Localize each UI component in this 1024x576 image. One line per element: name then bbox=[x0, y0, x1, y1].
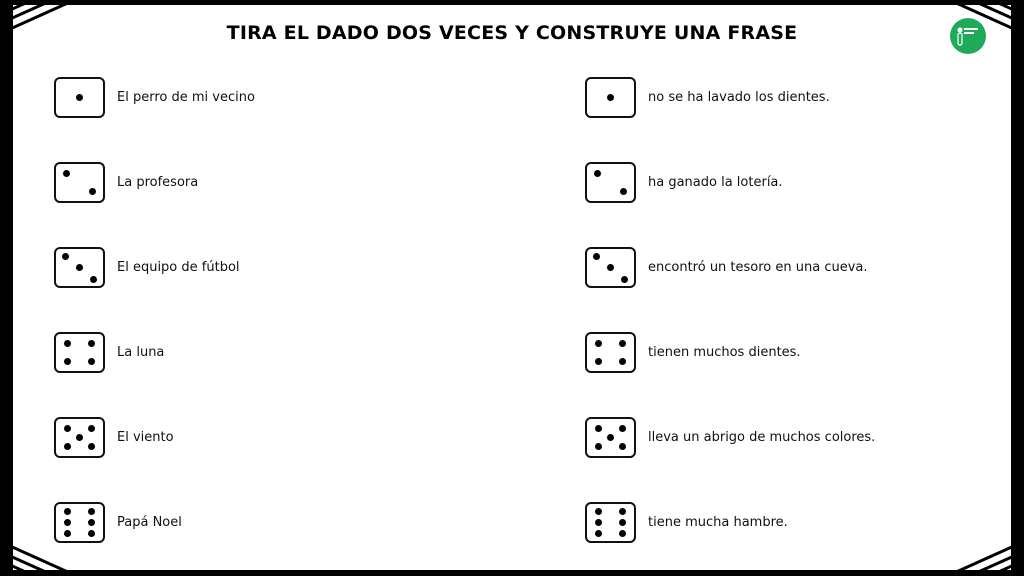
phrase-text: La luna bbox=[117, 345, 165, 360]
pip-dot bbox=[607, 264, 614, 271]
predicate-row bbox=[585, 502, 788, 543]
predicate-row bbox=[585, 77, 830, 118]
corner-stripes-icon bbox=[944, 543, 1014, 573]
phrase-text: tiene mucha hambre. bbox=[648, 515, 788, 530]
pip-dot bbox=[88, 425, 95, 432]
subject-row bbox=[54, 162, 198, 203]
die-face-4-icon bbox=[585, 332, 636, 373]
pip-dot bbox=[620, 188, 627, 195]
pip-dot bbox=[64, 508, 71, 515]
corner-stripes-icon bbox=[10, 543, 80, 573]
die-face-5-icon bbox=[585, 417, 636, 458]
pip-dot bbox=[607, 434, 614, 441]
subject-row bbox=[54, 417, 174, 458]
pip-dot bbox=[64, 358, 71, 365]
pip-dot bbox=[619, 530, 626, 537]
phrase-text: La profesora bbox=[117, 175, 199, 190]
phrase-text: El equipo de fútbol bbox=[117, 260, 240, 275]
die-face-6-icon bbox=[585, 502, 636, 543]
pip-dot bbox=[619, 443, 626, 450]
subject-row bbox=[54, 77, 255, 118]
pip-dot bbox=[90, 276, 97, 283]
brand-logo-icon bbox=[950, 18, 986, 54]
pip-dot bbox=[619, 425, 626, 432]
predicate-row bbox=[585, 162, 783, 203]
subject-row bbox=[54, 247, 240, 288]
die-face-3-icon bbox=[585, 247, 636, 288]
pip-dot bbox=[76, 434, 83, 441]
predicate-row bbox=[585, 332, 801, 373]
phrase-text: no se ha lavado los dientes. bbox=[648, 90, 830, 105]
pip-dot bbox=[88, 358, 95, 365]
frame-right-border bbox=[1011, 0, 1024, 576]
page-title: TIRA EL DADO DOS VECES Y CONSTRUYE UNA FRASE bbox=[226, 22, 798, 44]
pip-dot bbox=[88, 508, 95, 515]
pip-dot bbox=[594, 170, 601, 177]
phrase-text: El viento bbox=[117, 430, 174, 445]
subject-row bbox=[54, 332, 164, 373]
predicate-row bbox=[585, 417, 875, 458]
die-face-4-icon bbox=[54, 332, 105, 373]
frame-bottom-border bbox=[0, 570, 1024, 576]
pip-dot bbox=[595, 519, 602, 526]
pip-dot bbox=[619, 340, 626, 347]
pip-dot bbox=[595, 508, 602, 515]
pip-dot bbox=[88, 443, 95, 450]
phrase-text: lleva un abrigo de muchos colores. bbox=[648, 430, 876, 445]
pip-dot bbox=[63, 170, 70, 177]
pip-dot bbox=[619, 519, 626, 526]
die-face-1-icon bbox=[54, 77, 105, 118]
die-face-2-icon bbox=[585, 162, 636, 203]
pip-dot bbox=[593, 253, 600, 260]
pip-dot bbox=[76, 94, 83, 101]
pip-dot bbox=[64, 530, 71, 537]
pip-dot bbox=[88, 340, 95, 347]
phrase-text: Papá Noel bbox=[117, 515, 182, 530]
phrase-text: tienen muchos dientes. bbox=[648, 345, 801, 360]
pip-dot bbox=[64, 340, 71, 347]
pip-dot bbox=[89, 188, 96, 195]
pip-dot bbox=[88, 530, 95, 537]
pip-dot bbox=[595, 530, 602, 537]
pip-dot bbox=[595, 340, 602, 347]
phrase-text: encontró un tesoro en una cueva. bbox=[648, 260, 868, 275]
pip-dot bbox=[595, 425, 602, 432]
pip-dot bbox=[595, 358, 602, 365]
phrase-text: El perro de mi vecino bbox=[117, 90, 255, 105]
pip-dot bbox=[621, 276, 628, 283]
pip-dot bbox=[76, 264, 83, 271]
frame-top-border bbox=[0, 0, 1024, 5]
pip-dot bbox=[619, 508, 626, 515]
die-face-1-icon bbox=[585, 77, 636, 118]
die-face-6-icon bbox=[54, 502, 105, 543]
subject-row bbox=[54, 502, 182, 543]
frame-left-border bbox=[0, 0, 13, 576]
pip-dot bbox=[62, 253, 69, 260]
pip-dot bbox=[619, 358, 626, 365]
pip-dot bbox=[88, 519, 95, 526]
pip-dot bbox=[64, 443, 71, 450]
phrase-text: ha ganado la lotería. bbox=[648, 175, 783, 190]
pip-dot bbox=[64, 425, 71, 432]
pip-dot bbox=[64, 519, 71, 526]
predicate-row bbox=[585, 247, 868, 288]
die-face-2-icon bbox=[54, 162, 105, 203]
die-face-5-icon bbox=[54, 417, 105, 458]
pip-dot bbox=[595, 443, 602, 450]
pip-dot bbox=[607, 94, 614, 101]
die-face-3-icon bbox=[54, 247, 105, 288]
